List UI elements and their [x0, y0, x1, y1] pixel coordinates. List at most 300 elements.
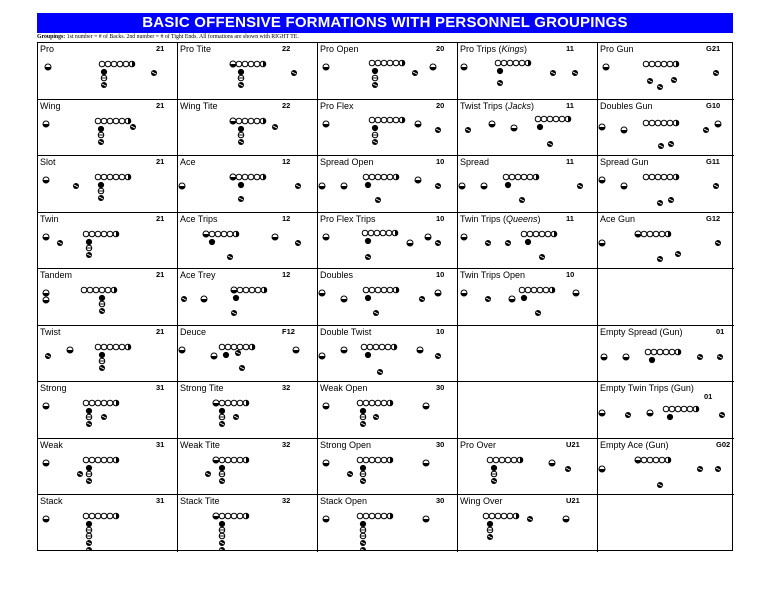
back-marker [98, 139, 104, 145]
formation-name [600, 214, 635, 224]
formation-name-text: Empty Spread (Gun) [600, 327, 683, 337]
formation-name [600, 383, 694, 393]
lineman-marker [225, 344, 231, 350]
lineman-marker [489, 513, 495, 519]
lineman-marker [375, 513, 381, 519]
formation-cell [458, 100, 598, 156]
back-marker [487, 527, 493, 533]
grouping-note-part2: All formations are shown with RIGHT TE. [199, 34, 299, 40]
offensive-line [495, 60, 531, 66]
formation-cell [318, 495, 458, 552]
center-marker [225, 400, 231, 406]
center-marker [243, 287, 249, 293]
back-marker [86, 471, 92, 477]
lineman-marker [237, 457, 243, 463]
quarterback-marker [365, 182, 370, 187]
back-marker [419, 296, 425, 302]
receiver-marker [43, 403, 49, 409]
offensive-line [99, 61, 135, 67]
lineman-marker [535, 116, 541, 122]
lineman-marker [381, 174, 387, 180]
quarterback-marker [86, 465, 91, 470]
personnel-code: 31 [156, 440, 165, 449]
formation-name-text: Pro [40, 44, 55, 54]
receiver-marker [425, 234, 431, 240]
lineman-marker [487, 457, 493, 463]
personnel-code: G12 [706, 214, 721, 223]
formation-name-text: Pro Gun [600, 44, 634, 54]
lineman-marker [527, 231, 533, 237]
quarterback-marker [99, 352, 104, 357]
formation-name: Twin Trips (Queens) [460, 214, 541, 224]
receiver-marker [323, 121, 329, 127]
formation-name [320, 101, 354, 111]
formation-name [40, 383, 67, 393]
lineman-marker [101, 457, 107, 463]
back-marker [435, 353, 441, 359]
back-marker [205, 471, 211, 477]
lineman-marker [387, 174, 393, 180]
receiver-marker [415, 121, 421, 127]
lineman-marker [493, 457, 499, 463]
formation-alias: Jacks [508, 101, 532, 111]
lineman-marker [219, 400, 225, 406]
offensive-line [95, 344, 131, 350]
center-marker [95, 231, 101, 237]
lineman-marker [641, 231, 647, 237]
back-marker [233, 414, 239, 420]
offensive-line [643, 174, 679, 180]
quarterback-marker [525, 239, 530, 244]
formation-name [600, 327, 683, 337]
lineman-marker [649, 61, 655, 67]
formation-cell [598, 213, 734, 269]
offensive-line [643, 61, 679, 67]
receiver-marker [231, 287, 237, 293]
back-marker [360, 471, 366, 477]
lineman-marker [519, 287, 525, 293]
formation-cell [178, 495, 318, 552]
receiver-marker [43, 234, 49, 240]
center-marker [647, 457, 653, 463]
lineman-marker [503, 174, 509, 180]
formation-cell [178, 269, 318, 326]
lineman-marker [501, 60, 507, 66]
formation-cell [318, 213, 458, 269]
back-marker [373, 310, 379, 316]
tight-end-marker [233, 231, 239, 237]
lineman-marker [89, 400, 95, 406]
lineman-marker [248, 61, 254, 67]
center-marker [231, 344, 237, 350]
formation-name [180, 496, 220, 506]
lineman-marker [505, 457, 511, 463]
receiver-marker [67, 347, 73, 353]
offensive-line [487, 457, 523, 463]
formation-diagram [318, 337, 458, 381]
tight-end-marker [673, 120, 679, 126]
formation-name [600, 440, 669, 450]
back-marker [219, 471, 225, 477]
receiver-marker [647, 410, 653, 416]
lineman-marker [369, 117, 375, 123]
formation-name-text: Spread Open [320, 157, 374, 167]
receiver-marker [603, 64, 609, 70]
formation-name [180, 101, 218, 111]
formation-name-text: Twin Trips Open [460, 270, 526, 280]
formation-name-text: Twist Trips [460, 101, 503, 111]
back-marker [668, 197, 674, 203]
formation-diagram [38, 167, 178, 211]
personnel-code: U21 [566, 496, 580, 505]
quarterback-marker [365, 238, 370, 243]
receiver-marker [635, 457, 641, 463]
lineman-marker [87, 287, 93, 293]
lineman-marker [641, 457, 647, 463]
formation-diagram [458, 111, 598, 155]
quarterback-marker [491, 465, 496, 470]
back-marker [101, 414, 107, 420]
formation-cell [38, 156, 178, 213]
lineman-marker [649, 120, 655, 126]
receiver-marker [319, 290, 325, 296]
back-marker [238, 75, 244, 81]
tight-end-marker [517, 457, 523, 463]
formation-grid [37, 42, 733, 551]
tight-end-marker [533, 174, 539, 180]
lineman-marker [653, 457, 659, 463]
lineman-marker [381, 457, 387, 463]
quarterback-marker [360, 408, 365, 413]
formation-diagram [38, 280, 178, 324]
lineman-marker [527, 174, 533, 180]
back-marker [86, 252, 92, 258]
back-marker [360, 527, 366, 533]
receiver-marker [323, 64, 329, 70]
formation-cell [178, 213, 318, 269]
back-marker [547, 141, 553, 147]
back-marker [98, 195, 104, 201]
lineman-marker [513, 60, 519, 66]
lineman-marker [248, 174, 254, 180]
receiver-marker [635, 231, 641, 237]
lineman-marker [89, 457, 95, 463]
empty-cell [458, 326, 598, 382]
back-marker [86, 547, 92, 550]
formation-cell [598, 100, 734, 156]
formation-name-text: Ace Trips [180, 214, 218, 224]
formation-name [40, 44, 54, 54]
lineman-marker [105, 287, 111, 293]
lineman-marker [231, 400, 237, 406]
lineman-marker [363, 174, 369, 180]
lineman-marker [559, 116, 565, 122]
lineman-marker [95, 174, 101, 180]
offensive-line [361, 344, 397, 350]
center-marker [95, 400, 101, 406]
receiver-marker [230, 174, 236, 180]
center-marker [95, 513, 101, 519]
personnel-code: 10 [566, 270, 575, 279]
lineman-marker [643, 61, 649, 67]
receiver-marker [435, 290, 441, 296]
formation-diagram [458, 506, 598, 550]
back-marker [375, 197, 381, 203]
formation-diagram [38, 54, 178, 98]
back-marker [295, 240, 301, 246]
lineman-marker [113, 118, 119, 124]
lineman-marker [237, 400, 243, 406]
lineman-marker [101, 174, 107, 180]
formation-name [320, 327, 371, 337]
formation-cell [458, 43, 598, 100]
back-marker [77, 471, 83, 477]
lineman-marker [653, 231, 659, 237]
offensive-line [81, 287, 117, 293]
lineman-marker [375, 457, 381, 463]
formation-name [180, 270, 216, 280]
formation-diagram [178, 337, 318, 381]
back-marker [675, 251, 681, 257]
formation-cell [178, 382, 318, 439]
tight-end-marker [260, 118, 266, 124]
lineman-marker [643, 120, 649, 126]
tight-end-marker [387, 457, 393, 463]
quarterback-marker [360, 465, 365, 470]
lineman-marker [101, 344, 107, 350]
tight-end-marker [111, 287, 117, 293]
formation-name-text: Twin [40, 214, 59, 224]
back-marker [372, 75, 378, 81]
center-marker [215, 231, 221, 237]
quarterback-marker [219, 465, 224, 470]
personnel-code: 21 [156, 101, 165, 110]
back-marker [373, 414, 379, 420]
formation-name [460, 496, 503, 506]
back-marker [435, 240, 441, 246]
lineman-marker [541, 116, 547, 122]
back-marker [238, 196, 244, 202]
receiver-marker [563, 516, 569, 522]
formation-cell [178, 43, 318, 100]
center-marker [531, 287, 537, 293]
back-marker [86, 478, 92, 484]
lineman-marker [663, 406, 669, 412]
back-marker [98, 188, 104, 194]
offensive-line [503, 174, 539, 180]
back-marker [519, 197, 525, 203]
formation-diagram [458, 54, 598, 98]
lineman-marker [369, 60, 375, 66]
offensive-line [535, 116, 571, 122]
lineman-marker [643, 174, 649, 180]
lineman-marker [483, 513, 489, 519]
quarterback-marker [537, 124, 542, 129]
lineman-marker [667, 61, 673, 67]
offensive-line [83, 400, 119, 406]
lineman-marker [681, 406, 687, 412]
receiver-marker [230, 118, 236, 124]
personnel-code: 10 [436, 270, 445, 279]
personnel-code: G11 [706, 157, 720, 166]
lineman-marker [117, 61, 123, 67]
back-marker [535, 310, 541, 316]
tight-end-marker [260, 174, 266, 180]
formation-cell [318, 100, 458, 156]
lineman-marker [83, 400, 89, 406]
back-marker [86, 540, 92, 546]
receiver-marker [461, 290, 467, 296]
receiver-marker [601, 354, 607, 360]
formation-cell [178, 439, 318, 495]
center-marker [495, 513, 501, 519]
back-marker [668, 141, 674, 147]
tight-end-marker [113, 231, 119, 237]
formation-name [40, 214, 59, 224]
tight-end-marker [513, 513, 519, 519]
formation-name-text: Empty Twin Trips (Gun) [600, 383, 694, 393]
tight-end-marker [675, 349, 681, 355]
formation-cell [38, 213, 178, 269]
lineman-marker [105, 61, 111, 67]
back-marker [360, 533, 366, 539]
formation-diagram [318, 393, 458, 437]
personnel-code: 21 [156, 214, 165, 223]
formation-diagram [458, 450, 598, 494]
lineman-marker [379, 344, 385, 350]
formation-diagram [598, 54, 734, 98]
lineman-marker [667, 120, 673, 126]
formation-alias: Kings [501, 44, 525, 54]
back-marker [465, 127, 471, 133]
lineman-marker [519, 60, 525, 66]
back-marker [657, 482, 663, 488]
lineman-marker [101, 118, 107, 124]
formation-name-text: Twin Trips [460, 214, 501, 224]
formation-cell [38, 326, 178, 382]
tight-end-marker [525, 60, 531, 66]
quarterback-marker [238, 69, 243, 74]
lineman-marker [231, 513, 237, 519]
center-marker [657, 349, 663, 355]
back-marker [219, 527, 225, 533]
formation-cell [318, 156, 458, 213]
lineman-marker [375, 60, 381, 66]
formation-diagram [38, 337, 178, 381]
back-marker [57, 240, 63, 246]
back-marker [86, 414, 92, 420]
lineman-marker [89, 231, 95, 237]
formation-cell [38, 495, 178, 552]
lineman-marker [539, 231, 545, 237]
receiver-marker [211, 353, 217, 359]
center-marker [647, 231, 653, 237]
offensive-line [363, 287, 399, 293]
formation-cell [598, 439, 734, 495]
tight-end-marker [393, 287, 399, 293]
lineman-marker [387, 60, 393, 66]
lineman-marker [386, 230, 392, 236]
receiver-marker [319, 183, 325, 189]
back-marker [291, 70, 297, 76]
formation-diagram [178, 167, 318, 211]
lineman-marker [83, 513, 89, 519]
formation-name-text: Pro Over [460, 440, 497, 450]
lineman-marker [501, 513, 507, 519]
lineman-marker [661, 174, 667, 180]
tight-end-marker [399, 117, 405, 123]
offensive-line [645, 349, 681, 355]
center-marker [107, 118, 113, 124]
formation-diagram [38, 506, 178, 550]
lineman-marker [368, 230, 374, 236]
center-marker [369, 513, 375, 519]
lineman-marker [357, 513, 363, 519]
back-marker [657, 200, 663, 206]
tight-end-marker [243, 400, 249, 406]
personnel-code: 32 [282, 440, 291, 449]
center-marker [655, 174, 661, 180]
formation-diagram [318, 280, 458, 324]
formation-name-text: Doubles [320, 270, 354, 280]
receiver-marker [179, 347, 185, 353]
empty-cell [458, 382, 598, 439]
center-marker [507, 60, 513, 66]
back-marker [235, 350, 241, 356]
back-marker [491, 478, 497, 484]
lineman-marker [661, 120, 667, 126]
formation-name: Pro Trips (Kings) [460, 44, 528, 54]
personnel-code: 11 [566, 214, 574, 223]
offensive-line [663, 406, 699, 412]
back-marker [572, 70, 578, 76]
tight-end-marker [673, 174, 679, 180]
back-marker [238, 132, 244, 138]
formation-name: Twist Trips (Jacks) [460, 101, 535, 111]
tight-end-marker [693, 406, 699, 412]
lineman-marker [119, 174, 125, 180]
formation-name-text: Wing [40, 101, 61, 111]
lineman-marker [509, 174, 515, 180]
quarterback-marker [223, 352, 228, 357]
back-marker [435, 127, 441, 133]
quarterback-marker [98, 182, 103, 187]
lineman-marker [369, 174, 375, 180]
formation-diagram [178, 506, 318, 550]
lineman-marker [659, 231, 665, 237]
lineman-marker [83, 231, 89, 237]
formation-cell [318, 43, 458, 100]
formation-name [320, 157, 374, 167]
receiver-marker [573, 290, 579, 296]
formation-name [40, 440, 63, 450]
formation-cell [598, 156, 734, 213]
receiver-marker [415, 177, 421, 183]
formation-cell [598, 43, 734, 100]
receiver-marker [45, 64, 51, 70]
center-marker [225, 457, 231, 463]
back-marker [497, 80, 503, 86]
offensive-line [219, 344, 255, 350]
personnel-code: G10 [706, 101, 721, 110]
lineman-marker [357, 400, 363, 406]
center-marker [111, 61, 117, 67]
lineman-marker [95, 118, 101, 124]
lineman-marker [101, 513, 107, 519]
back-marker [99, 301, 105, 307]
quarterback-marker [238, 182, 243, 187]
tight-end-marker [260, 61, 266, 67]
